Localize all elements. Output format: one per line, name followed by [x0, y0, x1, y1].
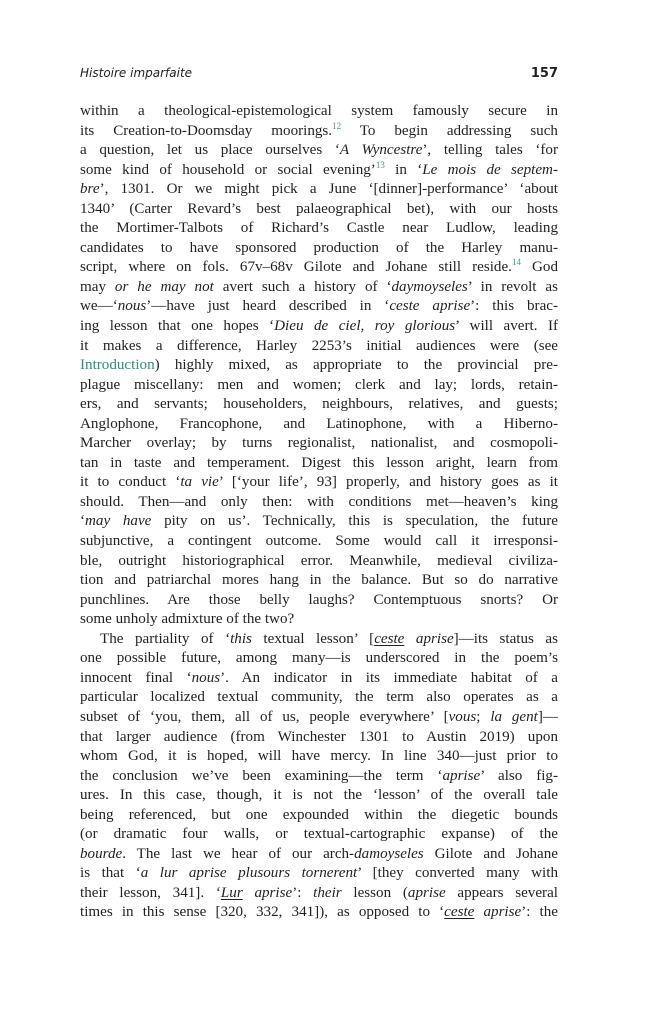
text-line: script, where on fols. 67v–68v Gilote and Johane still reside.$^{14}$ God	[80, 258, 558, 276]
text-line: ers, and servants; householders, neighbours, relatives, and guests;	[80, 396, 558, 413]
text-line: a question, let us place ourselves ‘A Wyncestre’, telling tales ‘for	[80, 142, 558, 159]
text-line: is that ‘a lur aprise plusours tornerent’ [they converted many with	[80, 865, 558, 882]
text-line: the conclusion we’ve been examining—the term ‘aprise’ also fig-	[80, 767, 558, 784]
text-line: Introduction) highly mixed, as appropriate to the provincial pre-	[80, 357, 558, 374]
text-line: some kind of household or social evening’$^{13}$ in ‘Le mois de septem-	[80, 160, 558, 178]
text-line: being referenced, but one expounded within the diegetic bounds	[80, 806, 558, 823]
body-text	[80, 102, 558, 923]
text-line: ‘may have pity on us’. Technically, this is speculation, the future	[80, 513, 558, 530]
text-line: may or he may not avert such a history of ‘daymoyseles’ in revolt as	[80, 278, 558, 295]
page-number: 157	[530, 66, 558, 81]
text-line: it to conduct ‘ta vie’ [‘your life’, 93] properly, and history goes as it	[80, 474, 558, 491]
text-line: Marcher overlay; by turns regionalist, nationalist, and cosmopoli-	[80, 435, 558, 452]
text-line: Anglophone, Francophone, and Latinophone, with a Hiberno-	[80, 415, 558, 432]
cross-reference-link[interactable]: Introduction	[80, 357, 155, 374]
footnote-ref[interactable]: 12	[332, 121, 342, 131]
text-line: ble, outright historiographical error. Meanwhile, medieval civiliza-	[80, 552, 558, 569]
text-line: 1340’ (Carter Revard’s best palaeographical bet), with our hosts	[80, 200, 558, 217]
running-head-title: Histoire imparfaite	[80, 66, 193, 80]
text-line: candidates to have sponsored production of the Harley manu-	[80, 239, 558, 256]
text-line: some unholy admixture of the two?	[80, 611, 295, 628]
text-line: their lesson, 341]. ‘Lur aprise’: their lesson (aprise appears several	[80, 884, 558, 901]
running-header	[80, 66, 558, 84]
text-line: subjunctive, a contingent outcome. Some would call it irresponsi-	[80, 533, 558, 550]
text-line: whom God, it is hoped, will have mercy. In line 340—just prior to	[80, 748, 558, 765]
footnote-ref[interactable]: 14	[511, 258, 521, 268]
text-line: within a theological-epistemological system famously secure in	[80, 103, 558, 119]
text-line: particular localized textual community, the term also operates as a	[80, 689, 558, 706]
text-line: tan in taste and temperament. Digest this lesson aright, learn from	[80, 454, 558, 471]
text-line: ing lesson that one hopes ‘Dieu de ciel, roy glorious’ will avert. If	[80, 318, 558, 335]
text-line: we—‘nous’—have just heard described in ‘ceste aprise’: this brac-	[80, 298, 558, 315]
text-line: one possible future, among many—is underscored in the poem’s	[80, 650, 558, 667]
text-line: the Mortimer-Talbots of Richard’s Castle near Ludlow, leading	[80, 220, 558, 237]
text-line: bre’, 1301. Or we might pick a June ‘[dinner]-performance’ ‘about	[80, 181, 558, 198]
text-line: punchlines. Are those belly laughs? Contemptuous snorts? Or	[80, 591, 558, 608]
text-line: subset of ‘you, them, all of us, people everywhere’ [vous; la gent]—	[80, 708, 558, 725]
footnote-ref[interactable]: 13	[375, 160, 385, 170]
text-line: it makes a difference, Harley 2253’s initial audiences were (see	[80, 337, 558, 354]
text-line: plague miscellany: men and women; clerk and lay; lords, retain-	[80, 376, 558, 393]
text-line: (or dramatic four walls, or textual-cartographic expanse) of the	[80, 826, 558, 843]
text-line: innocent final ‘nous’. An indicator in its immediate habitat of a	[80, 669, 558, 686]
text-line: ures. In this case, though, it is not the ‘lesson’ of the overall tale	[80, 787, 558, 804]
text-line: bourde. The last we hear of our arch-damoyseles Gilote and Johane	[80, 845, 558, 862]
text-line: tion and patriarchal mores hang in the balance. But so do narrative	[80, 572, 558, 589]
text-line: should. Then—and only then: with conditions met—heaven’s king	[80, 493, 558, 510]
text-line: times in this sense [320, 332, 341]), as opposed to ‘ceste aprise’: the	[80, 904, 558, 921]
text-line: its Creation-to-Doomsday moorings.$^{12}$ To begin addressing such	[80, 121, 558, 139]
text-line: that larger audience (from Winchester 1301 to Austin 2019) upon	[80, 728, 558, 745]
text-line: The partiality of ‘this textual lesson’ [ceste aprise]—its status as	[100, 630, 558, 647]
